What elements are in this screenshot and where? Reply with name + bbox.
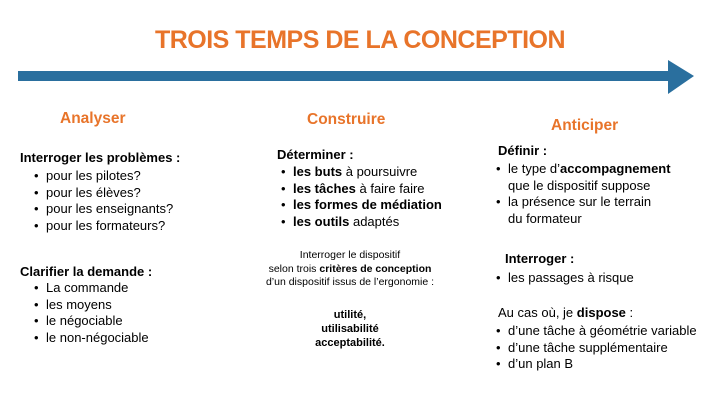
heading-analyser: Analyser — [60, 110, 126, 127]
list-dispose — [494, 323, 697, 373]
label-interroger: Interroger : — [505, 251, 575, 266]
criterion-utilisabilite: utilisabilité — [321, 323, 379, 335]
list-item: • d’un plan B — [494, 356, 697, 373]
label-definir: Définir : — [498, 143, 548, 158]
list-item: • les moyens — [32, 297, 149, 314]
timeline-arrow-icon — [18, 58, 698, 98]
criterion-acceptabilite: acceptabilité. — [315, 337, 385, 349]
list-item: • le type d’accompagnement — [494, 161, 671, 178]
list-definir — [494, 161, 671, 227]
criteria-list — [270, 308, 430, 350]
list-item: • d’une tâche supplémentaire — [494, 340, 697, 357]
list-item: • d’une tâche à géométrie variable — [494, 323, 697, 340]
criteria-note — [230, 249, 470, 290]
heading-anticiper: Anticiper — [551, 117, 619, 134]
label-interroger-problemes: Interroger les problèmes : — [20, 150, 181, 165]
list-item-continuation: que le dispositif suppose — [508, 177, 651, 193]
list-item: • les buts à poursuivre — [279, 164, 442, 181]
list-item: • le négociable — [32, 313, 149, 330]
heading-construire: Construire — [307, 111, 386, 128]
list-item: • pour les formateurs? — [32, 218, 173, 235]
label-clarifier-demande: Clarifier la demande : — [20, 264, 153, 279]
list-item: • pour les pilotes? — [32, 168, 173, 185]
list-item-continuation: du formateur — [508, 210, 582, 226]
list-item: • la présence sur le terrain — [494, 194, 671, 211]
list-item: • les tâches à faire faire — [279, 181, 442, 198]
note-line: d’un dispositif issus de l’ergonomie : — [265, 276, 435, 288]
list-determiner — [279, 164, 442, 230]
note-line: selon trois critères de conception — [268, 262, 432, 275]
list-item: • les outils adaptés — [279, 214, 442, 231]
page-title: TROIS TEMPS DE LA CONCEPTION — [154, 26, 566, 54]
note-line: Interroger le dispositif — [299, 249, 401, 261]
list-item: • les formes de médiation — [279, 197, 442, 214]
label-determiner: Déterminer : — [277, 147, 354, 162]
list-item: • le non-négociable — [32, 330, 149, 347]
list-item: • pour les élèves? — [32, 185, 173, 202]
list-item: • La commande — [32, 280, 149, 297]
criterion-utilite: utilité, — [333, 309, 367, 321]
list-interroger — [494, 270, 634, 287]
list-item: • les passages à risque — [494, 270, 634, 287]
dispose-intro: Au cas où, je dispose : — [498, 305, 634, 320]
list-demande — [32, 280, 149, 346]
list-problemes — [32, 168, 173, 234]
list-item: • pour les enseignants? — [32, 201, 173, 218]
